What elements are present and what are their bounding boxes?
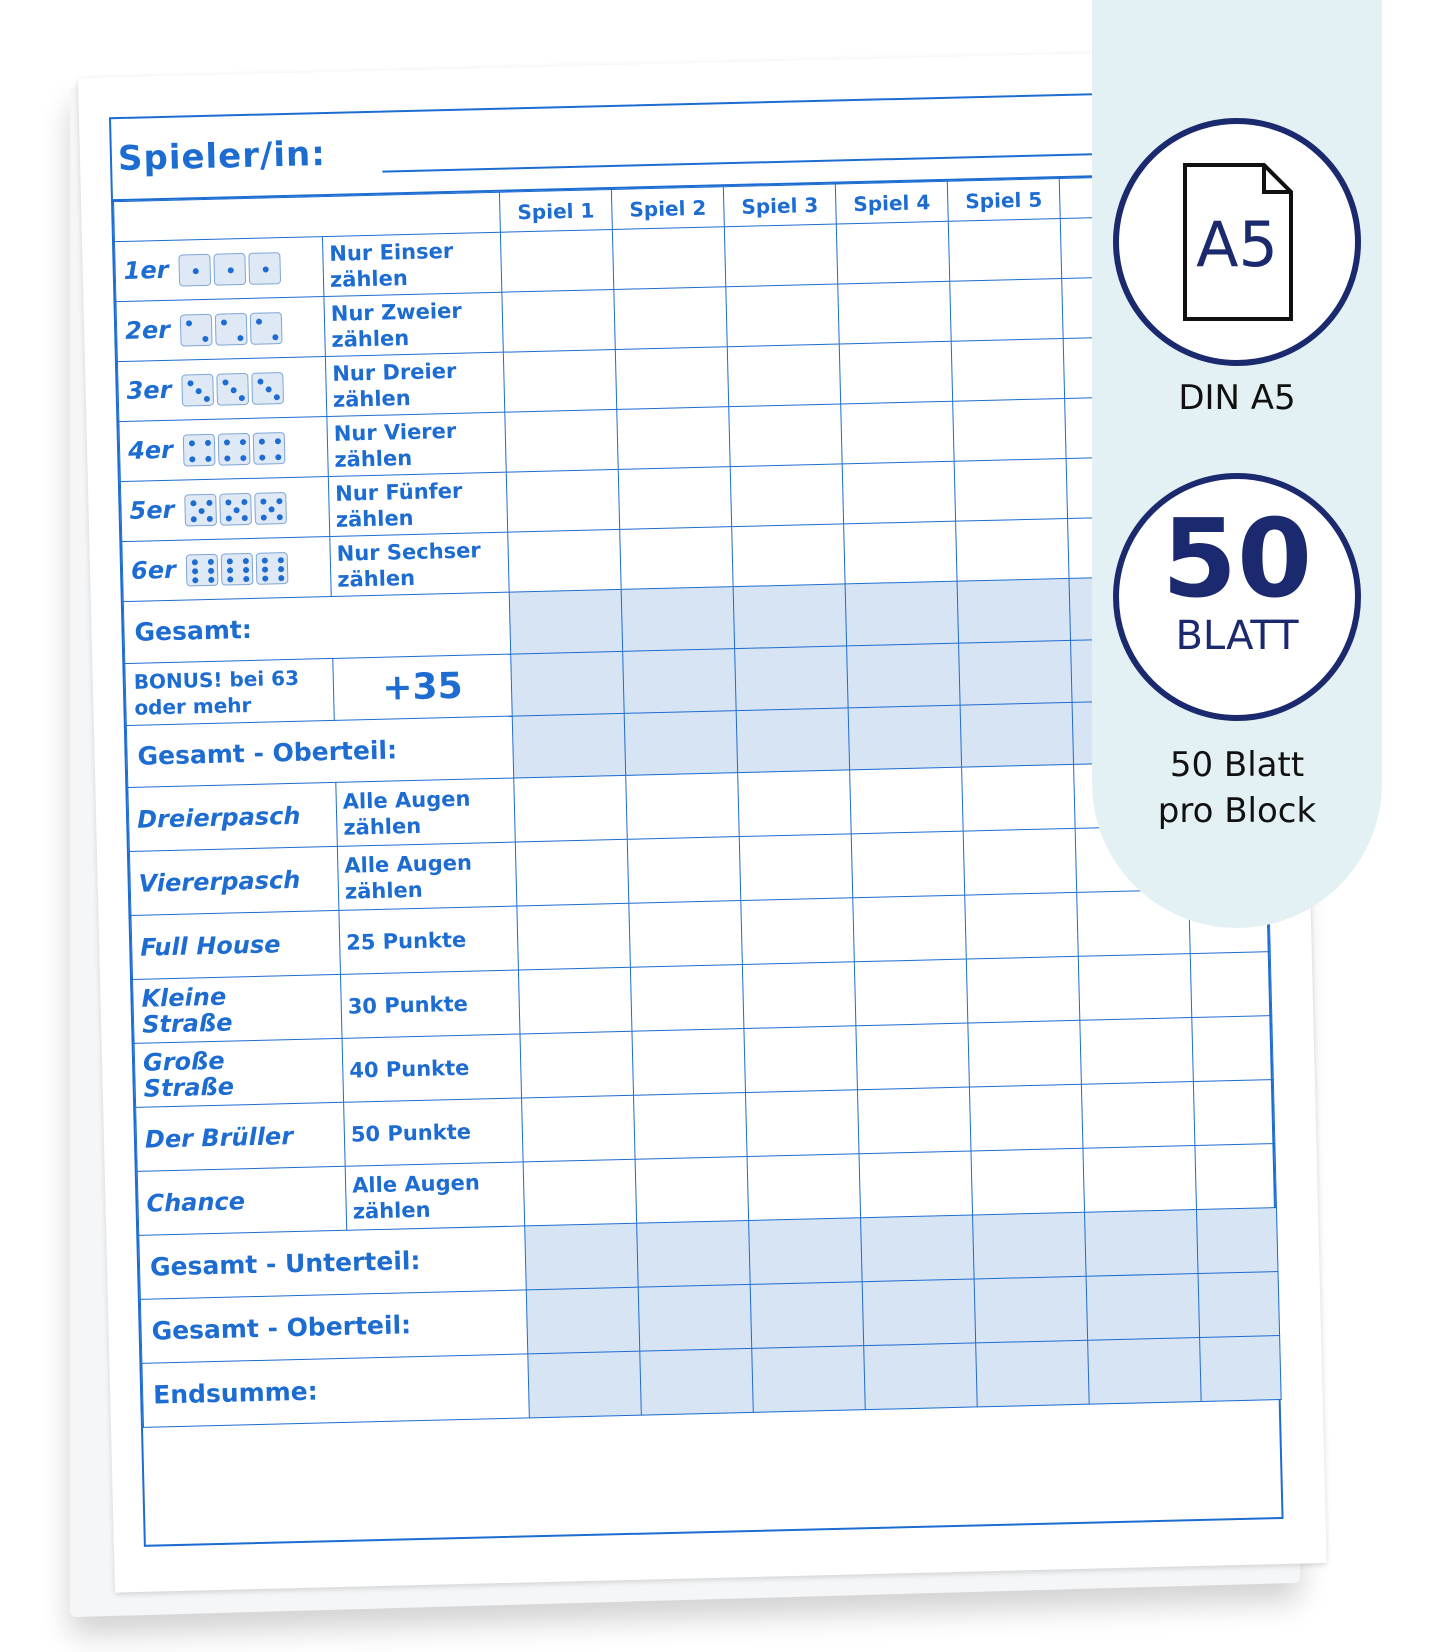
die-icon (185, 553, 218, 586)
score-cell[interactable] (960, 702, 1073, 767)
row-description (325, 352, 504, 416)
score-cell[interactable] (505, 409, 618, 472)
bonus-label (125, 658, 334, 725)
score-cell[interactable] (738, 770, 852, 837)
sheet-count-caption (1092, 742, 1382, 834)
score-cell[interactable] (973, 1212, 1087, 1279)
score-cell[interactable] (630, 965, 744, 1032)
row-label-text: 5er (129, 495, 175, 525)
score-cell[interactable] (971, 1148, 1085, 1215)
row-label (117, 357, 326, 422)
die-icon (218, 432, 251, 465)
player-label: Spieler/in: (117, 133, 327, 180)
dice-icon-group (184, 492, 287, 526)
row-description (327, 412, 506, 476)
score-cell[interactable] (745, 1090, 859, 1157)
row-description (345, 1162, 525, 1230)
score-cell[interactable] (627, 837, 741, 904)
score-cell[interactable] (957, 578, 1070, 643)
die-icon (213, 252, 246, 285)
score-cell[interactable] (509, 589, 622, 654)
score-cell[interactable] (752, 1346, 866, 1413)
row-label-line2: Straße (143, 1071, 235, 1103)
die-icon (254, 492, 287, 525)
row-description (339, 906, 519, 974)
score-cell[interactable] (750, 1282, 864, 1349)
score-cell[interactable] (730, 464, 843, 527)
score-cell[interactable] (629, 901, 743, 968)
row-description-line1: Nur Dreier (331, 358, 457, 386)
score-cell[interactable] (515, 839, 629, 906)
score-cell[interactable] (848, 705, 961, 770)
score-cell[interactable] (864, 1343, 978, 1410)
score-cell[interactable] (1192, 1016, 1274, 1082)
score-cell[interactable] (1078, 954, 1192, 1021)
score-cell[interactable] (525, 1223, 639, 1290)
row-label (116, 297, 325, 362)
row-label-line1: Full House (139, 929, 281, 962)
score-cell[interactable] (508, 529, 621, 592)
score-cell[interactable] (511, 651, 624, 716)
die-icon (248, 252, 281, 285)
score-cell[interactable] (953, 398, 1066, 461)
row-label (136, 1102, 346, 1171)
row-description (324, 292, 503, 356)
score-cell[interactable] (512, 713, 625, 778)
score-cell[interactable] (635, 1156, 749, 1223)
dice-icon-group (185, 552, 288, 586)
row-label (133, 974, 343, 1043)
score-cell[interactable] (634, 1092, 748, 1159)
score-cell[interactable] (956, 518, 1069, 581)
die-icon (183, 433, 216, 466)
score-cell[interactable] (974, 1276, 1088, 1343)
score-cell[interactable] (838, 281, 951, 344)
score-cell[interactable] (1080, 1018, 1194, 1085)
score-cell[interactable] (747, 1154, 861, 1221)
row-label-text: 6er (130, 555, 177, 585)
score-cell[interactable] (626, 773, 740, 840)
score-cell[interactable] (1200, 1336, 1282, 1402)
row-description-line1: 30 Punkte (347, 991, 469, 1019)
format-caption: DIN A5 (1178, 378, 1296, 418)
badge-panel (1092, 0, 1382, 928)
game-header: Spiel 4 (835, 181, 948, 224)
score-cell[interactable] (614, 287, 727, 350)
score-cell[interactable] (500, 229, 613, 292)
sheet-count-caption-line2: pro Block (1157, 791, 1317, 831)
row-description-line1: Alle Augen (342, 786, 471, 814)
row-label-line1: Große (142, 1046, 225, 1077)
score-cell[interactable] (517, 903, 631, 970)
row-label (120, 477, 329, 542)
die-icon (219, 492, 252, 525)
score-cell[interactable] (632, 1029, 746, 1096)
score-cell[interactable] (620, 527, 733, 590)
row-label-line1: Der Brüller (144, 1121, 294, 1154)
row-label (129, 846, 339, 915)
row-description-line1: Nur Fünfer (334, 478, 463, 506)
score-cell[interactable] (522, 1095, 636, 1162)
score-cell[interactable] (637, 1220, 751, 1287)
die-icon (250, 312, 283, 345)
score-cell[interactable] (842, 461, 955, 524)
row-label-text: 4er (127, 435, 174, 465)
score-cell[interactable] (951, 339, 1064, 402)
row-label (119, 417, 328, 482)
score-cell[interactable] (839, 341, 952, 404)
score-cell[interactable] (617, 407, 730, 470)
score-cell[interactable] (844, 521, 957, 584)
row-description-line2: zählen (352, 1197, 431, 1224)
score-cell[interactable] (502, 289, 615, 352)
score-cell[interactable] (523, 1159, 637, 1226)
row-description-line1: Nur Einser (329, 238, 454, 266)
game-header: Spiel 5 (947, 179, 1060, 222)
total-label: Gesamt - Oberteil: (140, 1290, 527, 1363)
score-cell[interactable] (969, 1084, 1083, 1151)
score-cell[interactable] (638, 1284, 752, 1351)
score-cell[interactable] (732, 524, 845, 587)
row-description (328, 472, 507, 536)
score-cell[interactable] (739, 834, 853, 901)
score-cell[interactable] (514, 775, 628, 842)
score-cell[interactable] (859, 1151, 973, 1218)
score-cell[interactable] (856, 1023, 970, 1090)
score-cell[interactable] (1195, 1144, 1277, 1210)
row-description-line1: 25 Punkte (345, 927, 467, 955)
row-description-line2: zählen (337, 565, 416, 592)
score-cell[interactable] (736, 708, 849, 773)
die-icon (181, 373, 214, 406)
row-description (336, 778, 516, 846)
score-cell[interactable] (623, 649, 736, 714)
row-description (340, 970, 520, 1038)
score-cell[interactable] (733, 584, 846, 649)
row-label (128, 782, 338, 851)
die-icon (253, 432, 286, 465)
die-icon (184, 493, 217, 526)
score-cell[interactable] (612, 227, 725, 290)
row-label-line1: Chance (146, 1186, 246, 1218)
score-cell[interactable] (841, 401, 954, 464)
row-label (134, 1038, 344, 1107)
dice-icon-group (180, 312, 283, 346)
score-cell[interactable] (950, 279, 1063, 342)
row-description-line1: Alle Augen (351, 1170, 481, 1198)
row-label-line1: Dreierpasch (136, 801, 301, 834)
score-cell[interactable] (1081, 1082, 1195, 1149)
row-label-line2: Straße (141, 1008, 233, 1039)
row-description (342, 1034, 522, 1102)
row-description-line2: zählen (334, 445, 413, 472)
row-description-line1: Nur Vierer (333, 418, 457, 446)
total-label: Gesamt - Unterteil: (139, 1226, 526, 1299)
dice-icon-group (183, 432, 286, 466)
total-label: Endsumme: (142, 1354, 529, 1427)
score-cell[interactable] (727, 344, 840, 407)
score-cell[interactable] (640, 1348, 754, 1415)
score-cell[interactable] (851, 831, 965, 898)
score-cell[interactable] (1085, 1210, 1199, 1277)
score-cell[interactable] (742, 962, 856, 1029)
format-icon-text: A5 (1196, 208, 1278, 281)
row-description-line1: Alle Augen (344, 850, 473, 878)
row-description-line1: 50 Punkte (350, 1119, 472, 1147)
die-icon (215, 312, 248, 345)
score-cell[interactable] (966, 956, 1080, 1023)
bonus-line1: BONUS! bei 63 (133, 665, 300, 694)
score-cell[interactable] (729, 404, 842, 467)
score-cell[interactable] (1193, 1080, 1275, 1146)
die-icon (220, 552, 253, 585)
row-description-line2: zählen (332, 385, 411, 412)
sheet-count-badge (1113, 473, 1361, 721)
score-cell[interactable] (948, 219, 1061, 282)
row-description-line2: zählen (329, 265, 409, 292)
row-description-line1: 40 Punkte (349, 1055, 470, 1083)
format-badge (1113, 118, 1361, 366)
score-cell[interactable] (624, 711, 737, 776)
score-cell[interactable] (963, 828, 1077, 895)
sheet-count-caption-line1: 50 Blatt (1169, 745, 1305, 785)
score-cell[interactable] (959, 640, 1072, 705)
score-cell[interactable] (954, 458, 1067, 521)
row-description-line2: zählen (343, 813, 422, 840)
score-cell[interactable] (845, 581, 958, 646)
score-cell[interactable] (735, 646, 848, 711)
row-description-line2: zählen (331, 325, 410, 352)
row-description (337, 842, 517, 910)
row-description (330, 532, 509, 596)
score-cell[interactable] (518, 967, 632, 1034)
bonus-value: +35 (333, 654, 512, 720)
score-cell[interactable] (857, 1087, 971, 1154)
score-cell[interactable] (744, 1026, 858, 1093)
row-description-line2: zählen (344, 877, 423, 904)
score-cell[interactable] (615, 347, 728, 410)
score-cell[interactable] (1196, 1208, 1278, 1274)
score-cell[interactable] (850, 767, 964, 834)
score-cell[interactable] (1086, 1273, 1200, 1340)
row-label-text: 1er (123, 255, 169, 285)
score-cell[interactable] (853, 895, 967, 962)
row-description (322, 232, 501, 296)
row-description (344, 1098, 524, 1166)
row-label-text: 2er (124, 315, 171, 345)
score-cell[interactable] (503, 349, 616, 412)
score-cell[interactable] (976, 1340, 1090, 1407)
die-icon (178, 253, 211, 286)
row-label (131, 910, 341, 979)
score-cell[interactable] (862, 1279, 976, 1346)
game-header: Spiel 1 (499, 190, 612, 233)
gesamt-oberteil-label: Gesamt - Oberteil: (126, 716, 513, 787)
bonus-line2: oder mehr (134, 692, 252, 720)
row-description-line1: Nur Zweier (330, 298, 462, 326)
die-icon (251, 372, 284, 405)
score-cell[interactable] (618, 467, 731, 530)
row-label-text: 3er (126, 375, 172, 405)
score-cell[interactable] (965, 892, 1079, 959)
score-cell[interactable] (749, 1218, 863, 1285)
row-label (122, 536, 331, 601)
score-cell[interactable] (861, 1215, 975, 1282)
row-description-line2: zählen (335, 505, 414, 532)
die-icon (216, 372, 249, 405)
row-label-line1: Viererpasch (138, 865, 301, 898)
score-cell[interactable] (854, 959, 968, 1026)
score-cell[interactable] (1088, 1337, 1202, 1404)
row-label (115, 237, 324, 302)
score-cell[interactable] (526, 1287, 640, 1354)
game-header: Spiel 3 (723, 184, 836, 227)
score-cell[interactable] (741, 898, 855, 965)
sheet-count-number: 50 (1161, 497, 1313, 622)
row-label-line1: Kleine (141, 982, 227, 1013)
dice-icon-group (181, 372, 284, 406)
die-icon (180, 313, 213, 346)
row-label (137, 1166, 347, 1235)
score-cell[interactable] (847, 643, 960, 708)
score-cell[interactable] (726, 284, 839, 347)
die-icon (255, 552, 288, 585)
score-cell[interactable] (1083, 1146, 1197, 1213)
score-cell[interactable] (621, 587, 734, 652)
score-cell[interactable] (528, 1351, 642, 1418)
row-description-line1: Nur Sechser (336, 537, 482, 566)
score-cell[interactable] (836, 221, 949, 284)
score-cell[interactable] (1190, 952, 1272, 1018)
sheet-count-unit: BLATT (1175, 613, 1299, 659)
dice-icon-group (178, 252, 281, 286)
score-cell[interactable] (724, 224, 837, 287)
score-cell[interactable] (962, 764, 1076, 831)
gesamt-label: Gesamt: (123, 592, 510, 663)
score-cell[interactable] (968, 1020, 1082, 1087)
game-header: Spiel 2 (611, 187, 724, 230)
score-cell[interactable] (1198, 1272, 1280, 1338)
score-cell[interactable] (506, 469, 619, 532)
score-cell[interactable] (520, 1031, 634, 1098)
